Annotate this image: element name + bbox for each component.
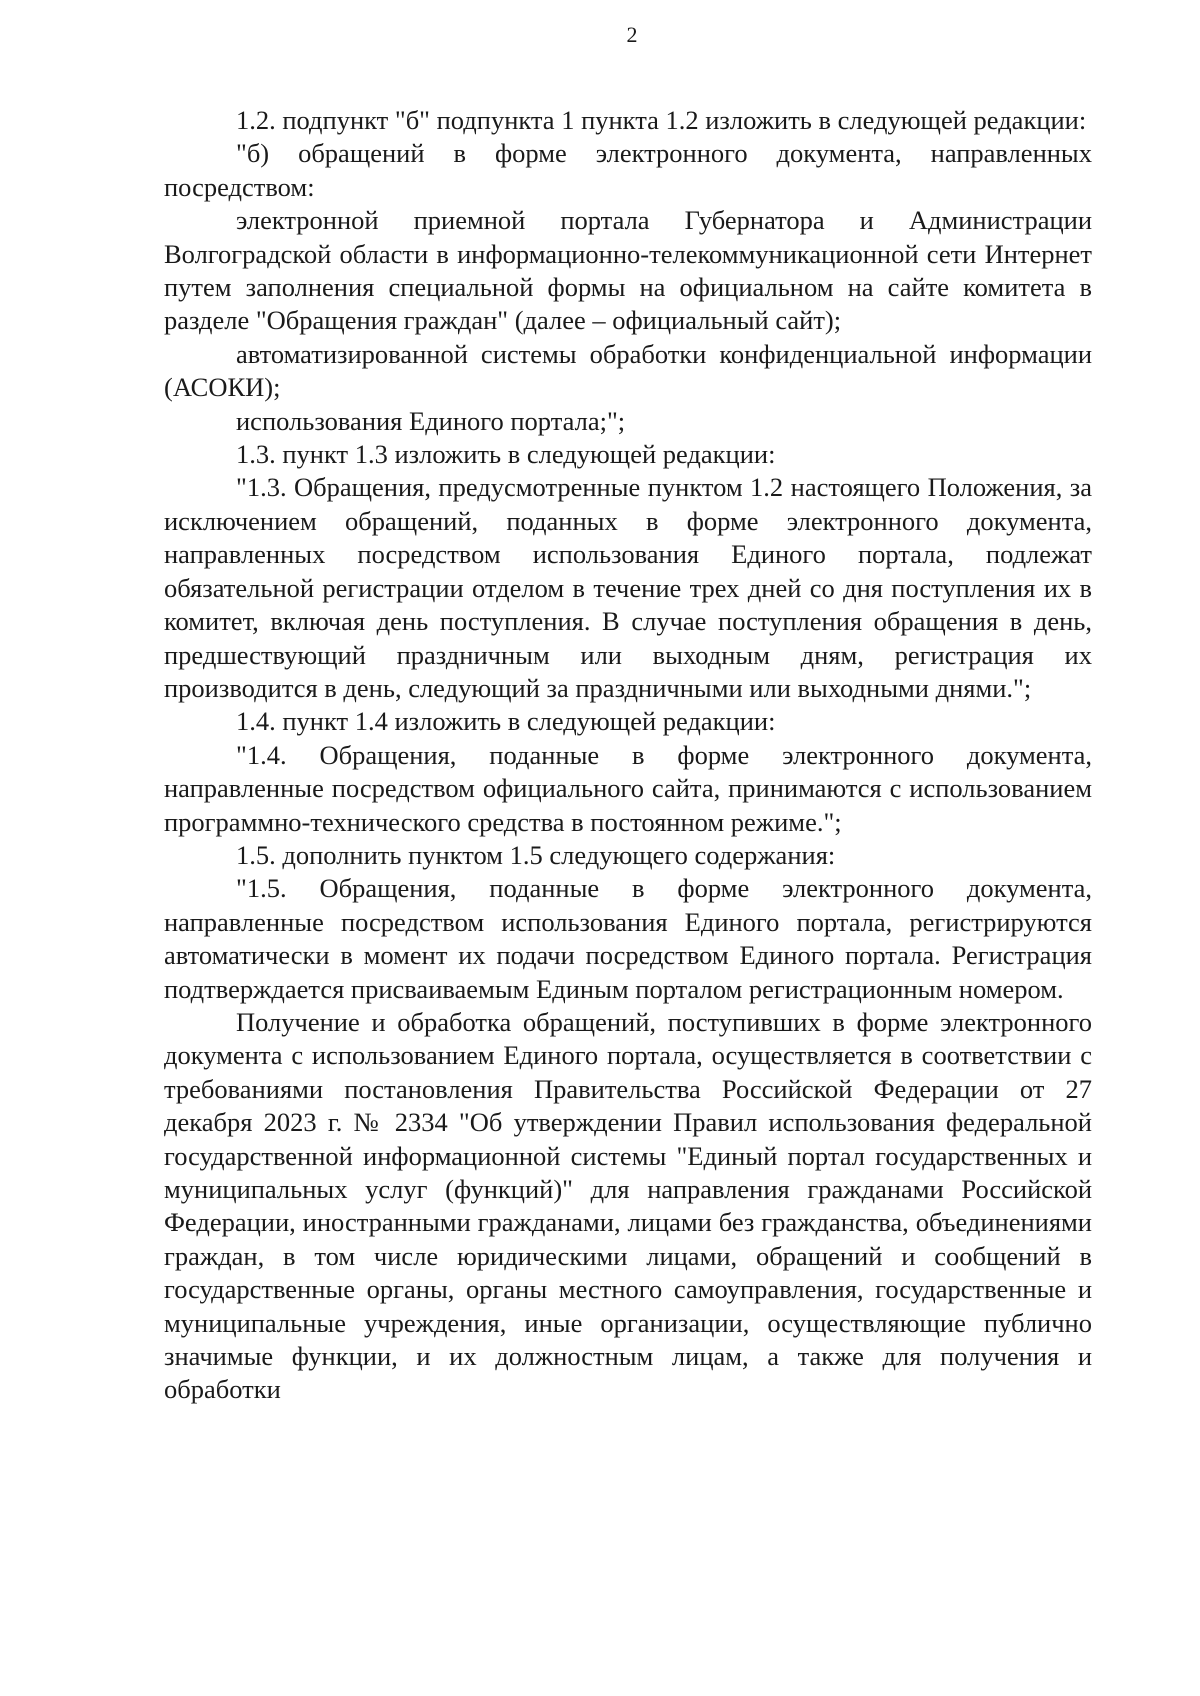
paragraph-1-4-text: "1.4. Обращения, поданные в форме электронного документа, направленные посредством официального сайта, принимаются с использованием программно-технического средства в постоянном режиме."; bbox=[164, 739, 1092, 837]
paragraph-1-4-heading: 1.4. пункт 1.4 изложить в следующей редакции: bbox=[236, 706, 776, 737]
paragraph-asoki: автоматизированной системы обработки конфиденциальной информации (АСОКИ); bbox=[164, 338, 1092, 403]
paragraph-1-3-heading: 1.3. пункт 1.3 изложить в следующей редакции: bbox=[236, 439, 776, 470]
paragraph-1-5-text: "1.5. Обращения, поданные в форме электронного документа, направленные посредством использования Единого портала, регистрируются автоматически в момент их подачи посредством Единого портала. Регистрация подтверждается присваиваемым Единым порталом регистрационным номером. bbox=[164, 873, 1092, 1004]
paragraph-electronic-reception: электронной приемной портала Губернатора и Администрации Волгоградской области в информационно-телекоммуникационной сети Интернет путем заполнения специальной формы на официальном на сайте комитета в разделе "Обращения граждан" (далее – официальный сайт); bbox=[164, 205, 1092, 336]
paragraph-unified-portal: использования Единого портала;"; bbox=[236, 405, 626, 436]
paragraph-processing: Получение и обработка обращений, поступивших в форме электронного документа с использованием Единого портала, осуществляется в соответствии с требованиями постановления Правительства Российской Федерации от 27 декабря 2023 г. № 2334 "Об утверждении Правил использования федеральной государственной информационной системы "Единый портал государственных и муниципальных услуг (функций)" для направления гражданами Российской Федерации, иностранными гражданами, лицами без гражданства, объединениями граждан, в том числе юридическими лицами, обращений и сообщений в государственные органы, органы местного самоуправления, государственные и муниципальные учреждения, иные организации, осуществляющие публично значимые функции, и их должностным лицам, а также для получения и обработки bbox=[164, 1006, 1092, 1405]
paragraph-1-5-heading: 1.5. дополнить пунктом 1.5 следующего содержания: bbox=[236, 839, 836, 870]
paragraph-1-3-text: "1.3. Обращения, предусмотренные пунктом 1.2 настоящего Положения, за исключением обращений, поданных в форме электронного документа, направленных посредством использования Единого портала, подлежат обязательной регистрации отделом в течение трех дней со дня поступления их в комитет, включая день поступления. В случае поступления обращения в день, предшествующий праздничным или выходным дням, регистрация их производится в день, следующий за праздничными или выходными днями."; bbox=[164, 472, 1092, 703]
paragraph-1-2: 1.2. подпункт "б" подпункта 1 пункта 1.2 изложить в следующей редакции: bbox=[236, 105, 1087, 135]
document-body bbox=[164, 104, 1092, 1407]
paragraph-subitem-b: "б) обращений в форме электронного документа, направленных посредством: bbox=[164, 138, 1092, 202]
page-number: 2 bbox=[626, 22, 638, 47]
